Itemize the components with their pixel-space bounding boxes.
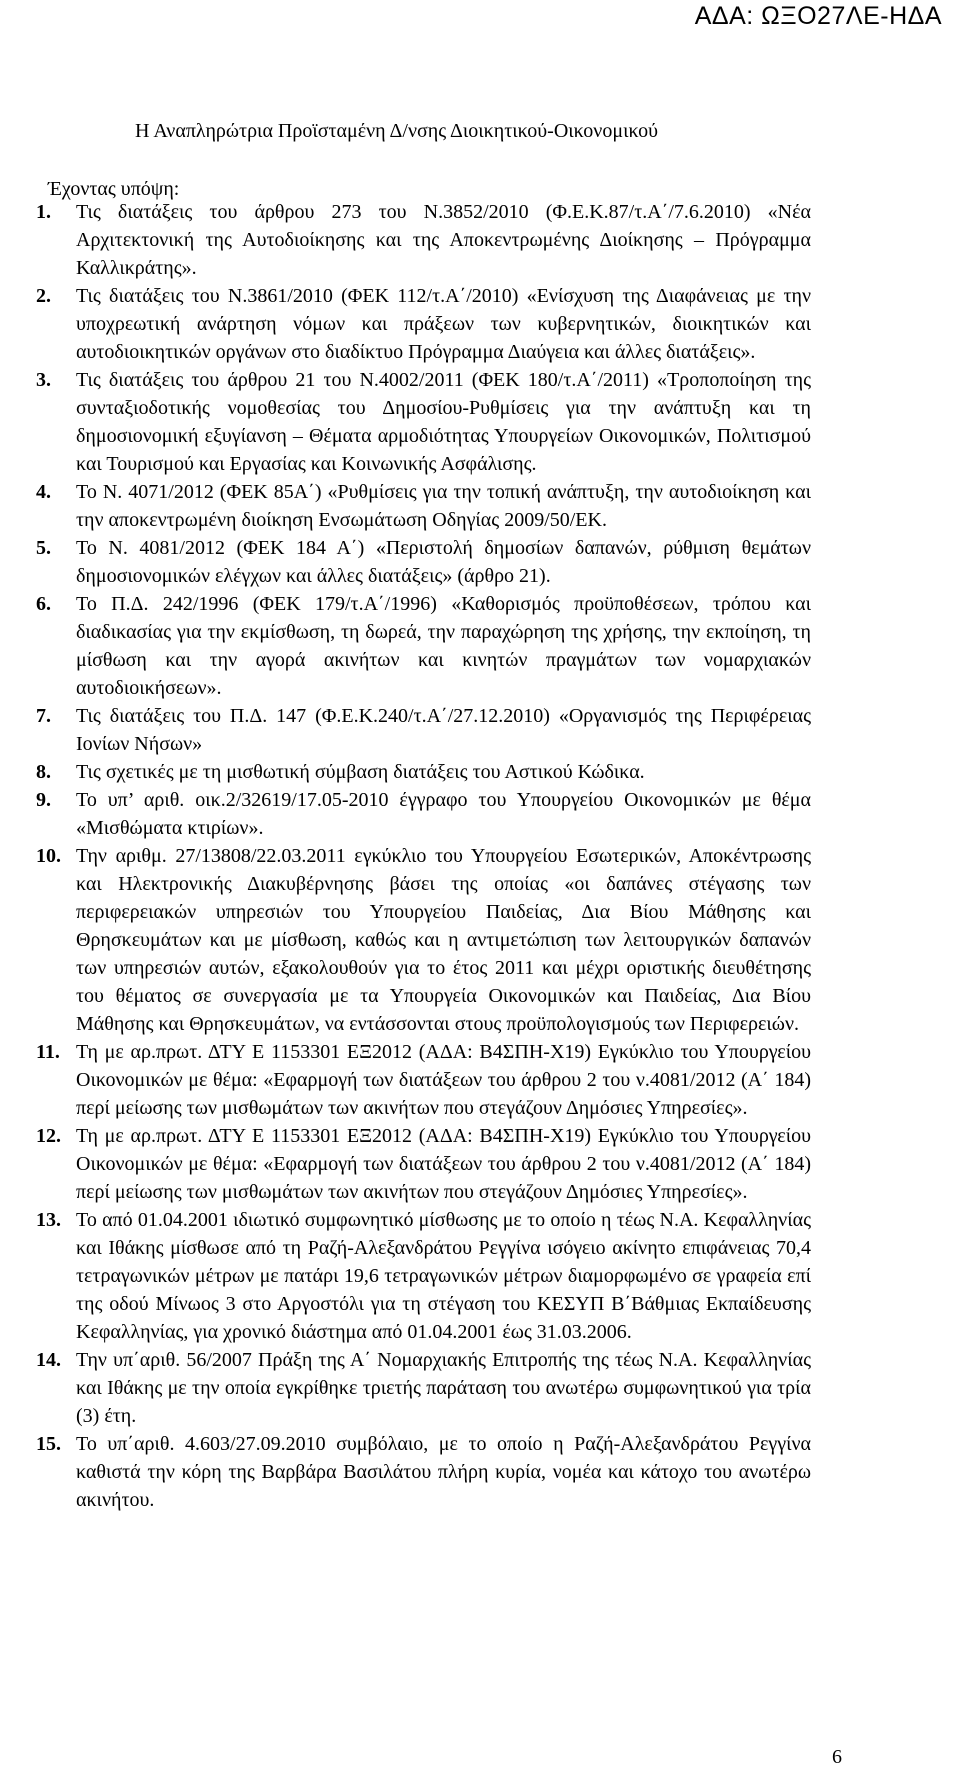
item-number: 8. xyxy=(36,761,51,783)
list-item xyxy=(36,1206,811,1346)
item-text: Το από 01.04.2001 ιδιωτικό συμφωνητικό μίσθωσης με το οποίο η τέως Ν.Α. Κεφαλληνίας και Ιθάκης μίσθωσε από τη Ραζή-Αλεξανδράτου Ρεγγίνα ισόγειο ακίνητο επιφάνειας 70,4 τετραγωνικών μέτρων με πατάρι 19,6 τετραγωνικών μέτρων διαμορφωμένο σε γραφεία επί της οδού Μίνωος 3 στο Αργοστόλι για τη στέγαση του ΚΕΣΥΠ Β΄Βάθμιας Εκπαίδευσης Κεφαλληνίας, για χρονικό διάστημα από 01.04.2001 έως 31.03.2006. xyxy=(76,1209,811,1343)
provisions-list xyxy=(36,198,811,1514)
item-number: 11. xyxy=(36,1041,60,1063)
list-item xyxy=(36,842,811,1038)
list-item xyxy=(36,1346,811,1430)
page-number: 6 xyxy=(832,1746,842,1768)
item-text: Τη με αρ.πρωτ. ΔΤΥ Ε 1153301 ΕΞ2012 (ΑΔΑ: Β4ΣΠΗ-Χ19) Εγκύκλιο του Υπουργείου Οικονομικών με θέμα: «Εφαρμογή των διατάξεων του άρθρου 2 του ν.4081/2012 (Α΄ 184) περί μείωσης των μισθωμάτων των ακινήτων που στεγάζουν Δημόσιες Υπηρεσίες». xyxy=(76,1041,811,1119)
item-number: 2. xyxy=(36,285,51,307)
list-item xyxy=(36,366,811,478)
item-number: 15. xyxy=(36,1433,61,1455)
item-text: Τις σχετικές με τη μισθωτική σύμβαση διατάξεις του Αστικού Κώδικα. xyxy=(76,761,645,783)
list-item xyxy=(36,786,811,842)
item-number: 7. xyxy=(36,705,51,727)
list-item xyxy=(36,758,811,786)
item-text: Τις διατάξεις του άρθρου 21 του Ν.4002/2011 (ΦΕΚ 180/τ.Α΄/2011) «Τροποποίηση της συνταξιοδοτικής νομοθεσίας του Δημοσίου-Ρυθμίσεις για την ανάπτυξη και τη δημοσιονομική εξυγίανση – Θέματα αρμοδιότητας Υπουργείων Οικονομικών, Πολιτισμού και Τουρισμού και Εργασίας και Κοινωνικής Ασφάλισης. xyxy=(76,369,811,475)
list-item xyxy=(36,198,811,282)
list-item xyxy=(36,478,811,534)
item-text: Το υπ’ αριθ. οικ.2/32619/17.05-2010 έγγραφο του Υπουργείου Οικονομικών με θέμα «Μισθώματα κτιρίων». xyxy=(76,789,811,839)
item-number: 5. xyxy=(36,537,51,559)
list-item xyxy=(36,534,811,590)
list-item xyxy=(36,1430,811,1514)
list-item xyxy=(36,282,811,366)
intro-text: Έχοντας υπόψη: xyxy=(48,178,180,200)
item-text: Τις διατάξεις του Ν.3861/2010 (ΦΕΚ 112/τ.Α΄/2010) «Ενίσχυση της Διαφάνειας με την υποχρεωτική ανάρτηση νόμων και πράξεων των κυβερνητικών, διοικητικών και αυτοδιοικητικών οργάνων στο διαδίκτυο Πρόγραμμα Διαύγεια και άλλες διατάξεις». xyxy=(76,285,811,363)
item-text: Το Π.Δ. 242/1996 (ΦΕΚ 179/τ.Α΄/1996) «Καθορισμός προϋποθέσεων, τρόπου και διαδικασίας για την εκμίσθωση, τη δωρεά, την παραχώρηση της χρήσης, την εκποίηση, τη μίσθωση και την αγορά ακινήτων και κινητών πραγμάτων των νομαρχιακών αυτοδιοικήσεων». xyxy=(76,593,811,699)
item-text: Το Ν. 4081/2012 (ΦΕΚ 184 Α΄) «Περιστολή δημοσίων δαπανών, ρύθμιση θεμάτων δημοσιονομικών ελέγχων και άλλες διατάξεις» (άρθρο 21). xyxy=(76,537,811,587)
item-number: 3. xyxy=(36,369,51,391)
item-text: Την αριθμ. 27/13808/22.03.2011 εγκύκλιο του Υπουργείου Εσωτερικών, Αποκέντρωσης και Ηλεκτρονικής Διακυβέρνησης βάσει της οποίας «οι δαπάνες στέγασης των περιφερειακών υπηρεσιών του Υπουργείου Παιδείας, Δια Βίου Μάθησης και Θρησκευμάτων και με μίσθωση, καθώς και η αντιμετώπιση των λειτουργικών δαπανών των υπηρεσιών αυτών, εξακολουθούν για το έτος 2011 και μέχρι οριστικής διευθέτησης του θέματος σε συνεργασία με τα Υπουργεία Οικονομικών και Παιδείας, Δια Βίου Μάθησης και Θρησκευμάτων, να εντάσσονται στους προϋπολογισμούς των Περιφερειών. xyxy=(76,845,811,1035)
list-item xyxy=(36,702,811,758)
document-heading: Η Αναπληρώτρια Προϊσταμένη Δ/νσης Διοικητικού-Οικονομικού xyxy=(135,120,658,142)
item-text: Το υπ΄αριθ. 4.603/27.09.2010 συμβόλαιο, με το οποίο η Ραζή-Αλεξανδράτου Ρεγγίνα καθιστά την κόρη της Βαρβάρα Βασιλάτου πλήρη κυρία, νομέα και κάτοχο του ανωτέρω ακινήτου. xyxy=(76,1433,811,1511)
item-number: 4. xyxy=(36,481,51,503)
item-text: Τις διατάξεις του άρθρου 273 του Ν.3852/2010 (Φ.Ε.Κ.87/τ.Α΄/7.6.2010) «Νέα Αρχιτεκτονική της Αυτοδιοίκησης και της Αποκεντρωμένης Διοίκησης – Πρόγραμμα Καλλικράτης». xyxy=(76,201,811,279)
list-item xyxy=(36,1038,811,1122)
ada-code: ΑΔΑ: ΩΞΟ27ΛΕ-ΗΔΑ xyxy=(694,2,942,30)
item-number: 14. xyxy=(36,1349,61,1371)
list-item xyxy=(36,1122,811,1206)
item-number: 12. xyxy=(36,1125,61,1147)
list-item xyxy=(36,590,811,702)
item-number: 6. xyxy=(36,593,51,615)
item-text: Τις διατάξεις του Π.Δ. 147 (Φ.Ε.Κ.240/τ.Α΄/27.12.2010) «Οργανισμός της Περιφέρειας Ιονίων Νήσων» xyxy=(76,705,811,755)
item-number: 13. xyxy=(36,1209,61,1231)
item-text: Τη με αρ.πρωτ. ΔΤΥ Ε 1153301 ΕΞ2012 (ΑΔΑ: Β4ΣΠΗ-Χ19) Εγκύκλιο του Υπουργείου Οικονομικών με θέμα: «Εφαρμογή των διατάξεων του άρθρου 2 του ν.4081/2012 (Α΄ 184) περί μείωσης των μισθωμάτων των ακινήτων που στεγάζουν Δημόσιες Υπηρεσίες». xyxy=(76,1125,811,1203)
item-number: 10. xyxy=(36,845,61,867)
item-number: 1. xyxy=(36,201,51,223)
item-text: Το Ν. 4071/2012 (ΦΕΚ 85Α΄) «Ρυθμίσεις για την τοπική ανάπτυξη, την αυτοδιοίκηση και την αποκεντρωμένη διοίκηση Ενσωμάτωση Οδηγίας 2009/50/ΕΚ. xyxy=(76,481,811,531)
item-number: 9. xyxy=(36,789,51,811)
item-text: Την υπ΄αριθ. 56/2007 Πράξη της Α΄ Νομαρχιακής Επιτροπής της τέως Ν.Α. Κεφαλληνίας και Ιθάκης με την οποία εγκρίθηκε τριετής παράταση του ανωτέρω συμφωνητικού για τρία (3) έτη. xyxy=(76,1349,811,1427)
